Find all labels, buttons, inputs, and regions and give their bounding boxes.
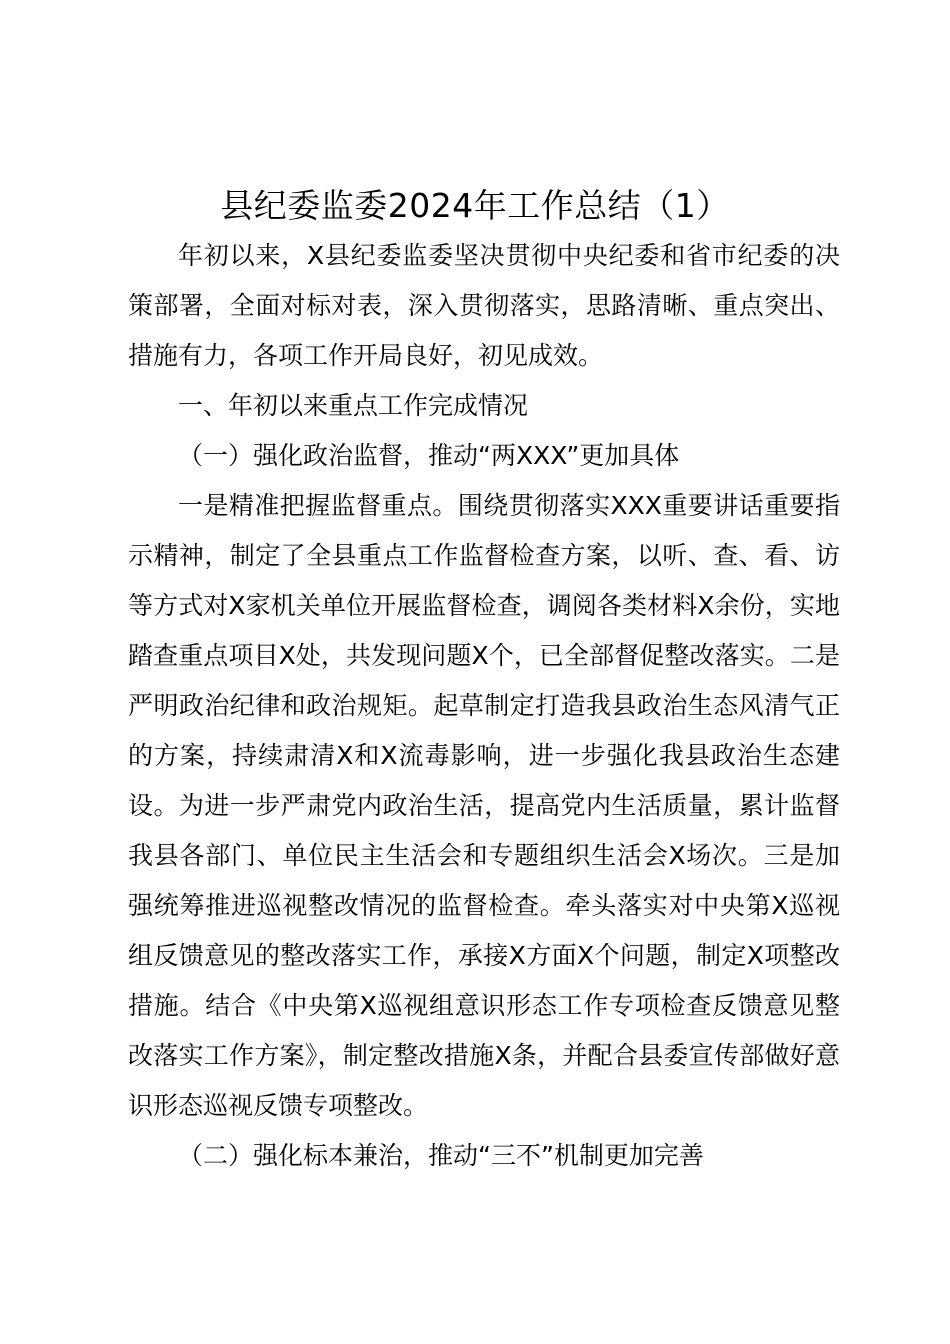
body-paragraph: 一是精准把握监督重点。围绕贯彻落实XXX重要讲话重要指示精神，制定了全县重点工作监督检查方案，以听、查、看、访等方式对X家机关单位开展监督检查，调阅各类材料X余份，实地踏查重点项目X处，共发现问题X个，已全部督促整改落实。二是严明政治纪律和政治规矩。起草制定打造我县政治生态风清气正的方案，持续肃清X和X流毒影响，进一步强化我县政治生态建设。为进一步严肃党内政治生活，提高党内生活质量，累计监督我县各部门、单位民主生活会和专题组织生活会X场次。三是加强统筹推进巡视整改情况的监督检查。牵头落实对中央第X巡视组反馈意见的整改落实工作，承接X方面X个问题，制定X项整改措施。结合《中央第X巡视组意识形态工作专项检查反馈意见整改落实工作方案》，制定整改措施X条，并配合县委宣传部做好意识形态巡视反馈专项整改。	[128, 491, 840, 1120]
document-title: 县纪委监委2024年工作总结（1）	[220, 186, 730, 225]
subsection-heading-1: （一）强化政治监督，推动“两XXX”更加具体	[178, 441, 680, 470]
section-heading: 一、年初以来重点工作完成情况	[178, 391, 529, 420]
document-body	[128, 231, 840, 1181]
intro-paragraph: 年初以来，X县纪委监委坚决贯彻中央纪委和省市纪委的决策部署，全面对标对表，深入贯彻落实，思路清晰、重点突出、措施有力，各项工作开局良好，初见成效。	[128, 241, 840, 370]
subsection-heading-2: （二）强化标本兼治，推动“三不”机制更加完善	[178, 1141, 704, 1170]
